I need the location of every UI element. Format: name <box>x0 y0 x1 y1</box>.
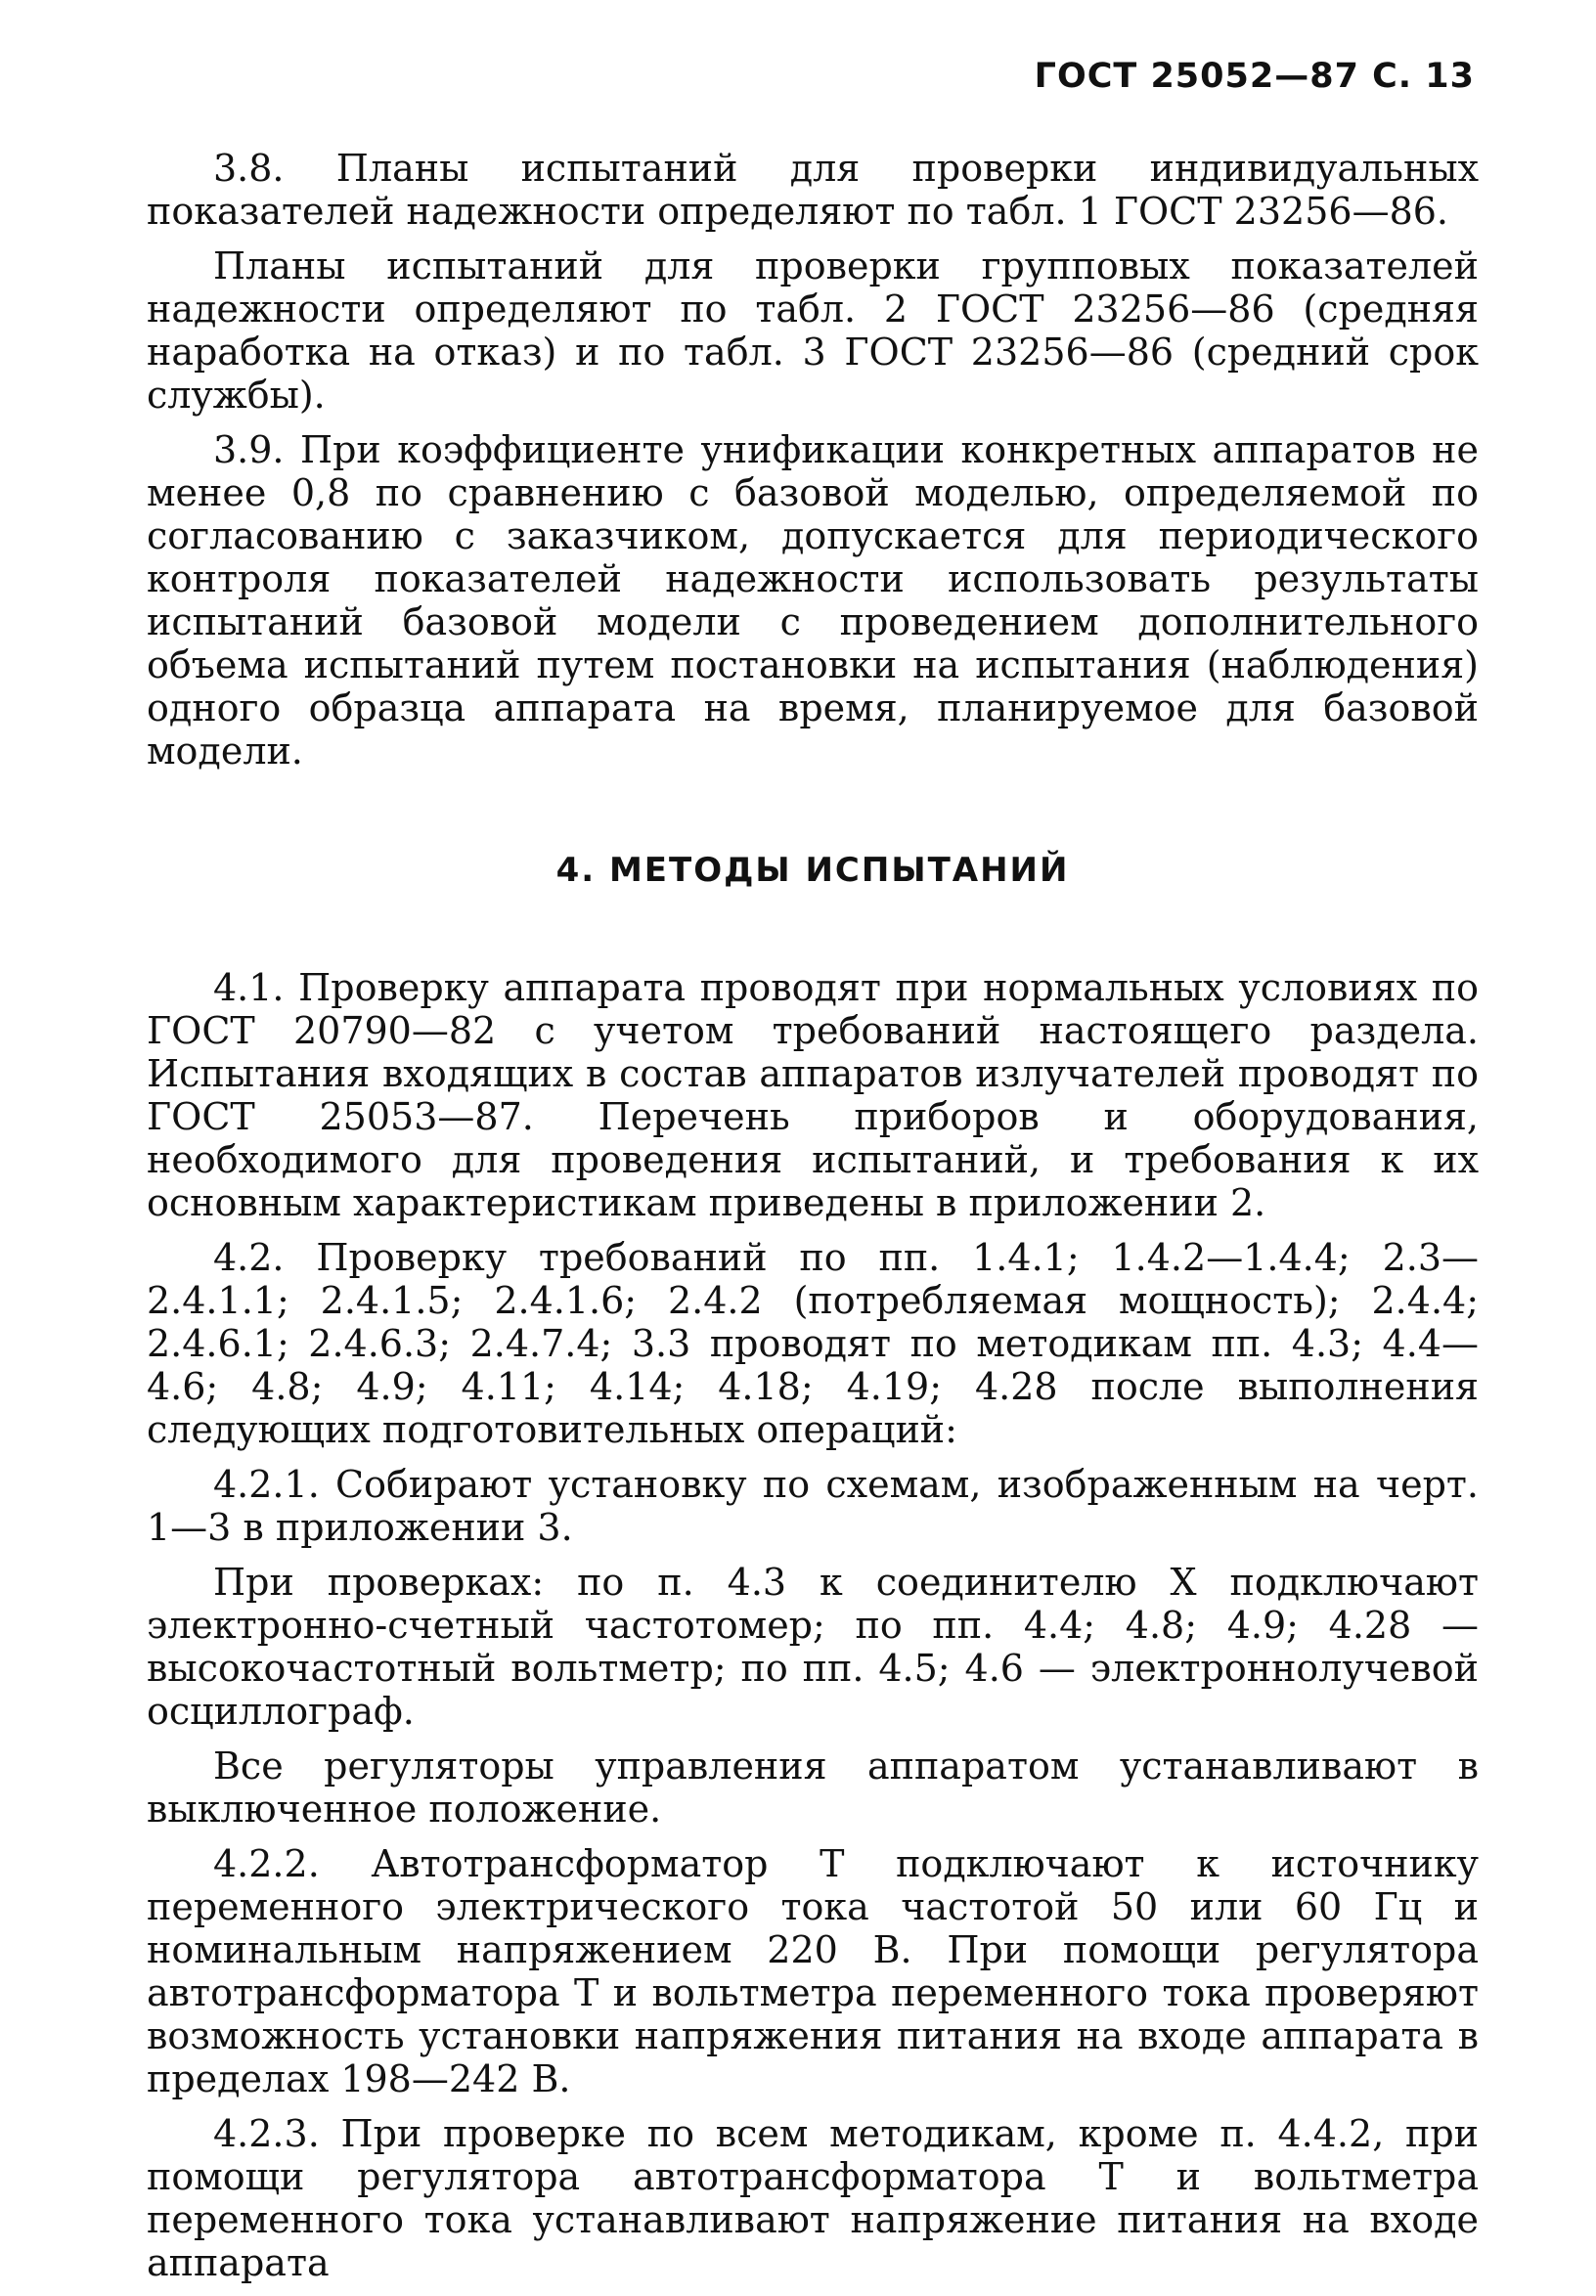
paragraph-4-2-3: 4.2.3. При проверке по всем методикам, кроме п. 4.4.2, при помощи регулятора автотрансформатора T и вольтметра переменного тока устанавливают напряжение питания на входе аппарата <box>147 2112 1479 2284</box>
paragraph-3-8: 3.8. Планы испытаний для проверки индивидуальных показателей надежности определяют по табл. 1 ГОСТ 23256—86. <box>147 147 1479 233</box>
paragraph-4-2: 4.2. Проверку требований по пп. 1.4.1; 1.4.2—1.4.4; 2.3—2.4.1.1; 2.4.1.5; 2.4.1.6; 2.4.2 (потребляемая мощность); 2.4.4; 2.4.6.1; 2.4.6.3; 2.4.7.4; 3.3 проводят по методикам пп. 4.3; 4.4—4.6; 4.8; 4.9; 4.11; 4.14; 4.18; 4.19; 4.28 после выполнения следующих подготовительных операций: <box>147 1236 1479 1451</box>
page-body <box>147 147 1479 2296</box>
paragraph-3-9: 3.9. При коэффициенте унификации конкретных аппаратов не менее 0,8 по сравнению с базовой моделью, определяемой по согласованию с заказчиком, допускается для периодического контроля показателей надежности использовать результаты испытаний базовой модели с проведением дополнительного объема испытаний путем постановки на испытания (наблюдения) одного образца аппарата на время, планируемое для базовой модели. <box>147 428 1479 773</box>
paragraph-4-1: 4.1. Проверку аппарата проводят при нормальных условиях по ГОСТ 20790—82 с учетом требований настоящего раздела. Испытания входящих в состав аппаратов излучателей проводят по ГОСТ 25053—87. Перечень приборов и оборудования, необходимого для проведения испытаний, и требования к их основным характеристикам приведены в приложении 2. <box>147 966 1479 1224</box>
paragraph-4-2-1-checks: При проверках: по п. 4.3 к соединителю X подключают электронно-счетный частотомер; по пп. 4.4; 4.8; 4.9; 4.28 — высокочастотный вольтметр; по пп. 4.5; 4.6 — электроннолучевой осциллограф. <box>147 1561 1479 1733</box>
page-header: ГОСТ 25052—87 С. 13 <box>1034 57 1475 96</box>
paragraph-4-2-1: 4.2.1. Собирают установку по схемам, изображенным на черт. 1—3 в приложении 3. <box>147 1463 1479 1549</box>
section-4-title: 4. МЕТОДЫ ИСПЫТАНИЙ <box>555 851 1070 890</box>
paragraph-3-8-group: Планы испытаний для проверки групповых показателей надежности определяют по табл. 2 ГОСТ 23256—86 (средняя наработка на отказ) и по табл. 3 ГОСТ 23256—86 (средний срок службы). <box>147 244 1479 417</box>
paragraph-4-2-2: 4.2.2. Автотрансформатор T подключают к источнику переменного электрического тока частотой 50 или 60 Гц и номинальным напряжением 220 В. При помощи регулятора автотрансформатора T и вольтметра переменного тока проверяют возможность установки напряжения питания на входе аппарата в пределах 198—242 В. <box>147 1842 1479 2100</box>
paragraph-4-2-1-regulators: Все регуляторы управления аппаратом устанавливают в выключенное положение. <box>147 1744 1479 1831</box>
